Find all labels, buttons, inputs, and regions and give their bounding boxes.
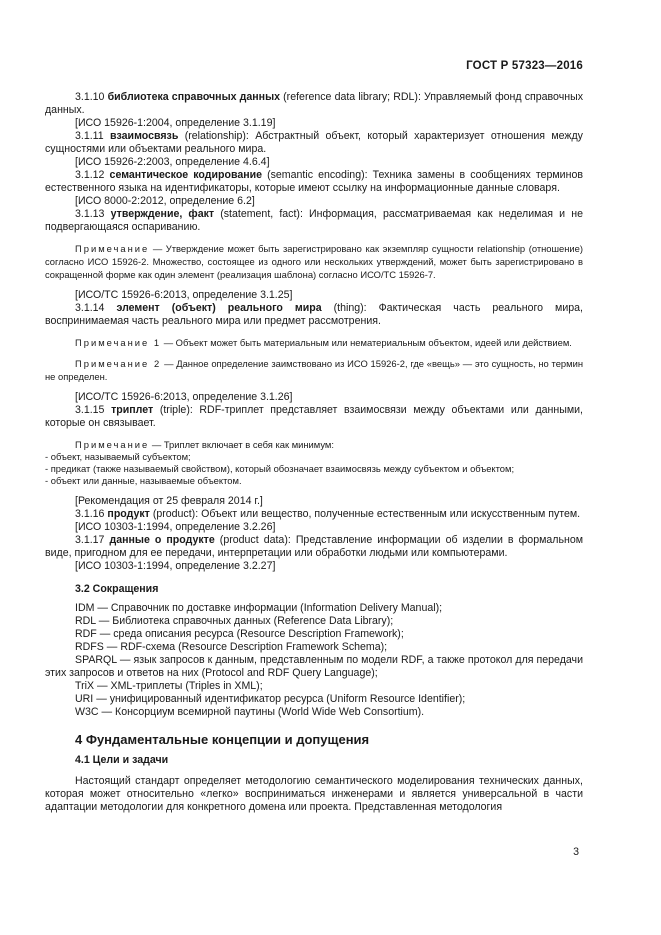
term: элемент (объект) реального мира	[116, 302, 322, 314]
note-3-1-14-2: Примечание 2 — Данное определение заимствовано из ИСО 15926-2, где «вещь» — это сущность, но термин не определен.	[45, 358, 583, 382]
source-ref: [ИСО 10303-1:1994, определение 3.2.26]	[75, 521, 276, 533]
definition-3-1-16: 3.1.16 продукт (product): Объект или вещество, полученные естественным или искусственным путем.	[75, 508, 581, 520]
definition-3-1-15: 3.1.15 триплет (triple): RDF-триплет представляет взаимосвязи между объектами или данными, которые он связывает.	[45, 404, 583, 429]
abbreviation-item: RDF — среда описания ресурса (Resource Description Framework);	[75, 628, 404, 640]
definition-3-1-14: 3.1.14 элемент (объект) реального мира (thing): Фактическая часть реального мира, воспринимаемая часть реального мира или предмет рассмотрения.	[45, 302, 583, 327]
section-heading-4: 4 Фундаментальные концепции и допущения	[75, 732, 370, 747]
note-3-1-15: Примечание — Триплет включает в себя как минимум:	[75, 439, 334, 450]
definition-3-1-13: 3.1.13 утверждение, факт (statement, fact): Информация, рассматриваемая как неделимая и не подвергающаяся оспариванию.	[45, 208, 583, 233]
source-ref: [ИСО 8000-2:2012, определение 6.2]	[75, 195, 255, 207]
term: семантическое кодирование	[109, 169, 263, 181]
abbreviation-item: URI — унифицированный идентификатор ресурса (Uniform Resource Identifier);	[75, 693, 466, 705]
note-label: Примечание	[75, 243, 150, 254]
definition-3-1-10: 3.1.10 библиотека справочных данных (reference data library; RDL): Управляемый фонд справочных данных.	[45, 91, 583, 116]
term: утверждение, факт	[110, 208, 215, 220]
note-3-1-13: Примечание — Утверждение может быть зарегистрировано как экземпляр сущности relationship (отношение) согласно ИСО 15926-2. Множество, состоящее из одного или нескольких утверждений, может быть зарегистрировано в сокращенной форме как один элемент (реализация шаблона) согласно ИСО/ТС 15926-7.	[45, 243, 583, 280]
term: библиотека справочных данных	[107, 91, 281, 103]
section-heading-3-2: 3.2 Сокращения	[75, 583, 159, 595]
abbreviation-item: W3C — Консорциум всемирной паутины (World Wide Web Consortium).	[75, 706, 425, 718]
list-item: - объект, называемый субъектом;	[45, 451, 191, 462]
body-paragraph: Настоящий стандарт определяет методологию семантического моделирования технических данных, которая может относительно «легко» восприниматься инженерами и является универсальной в части адаптации методологии для конкретного домена или проекта. Представленная методология	[45, 775, 583, 813]
page-number: 3	[573, 846, 579, 858]
abbreviation-item: TriX — XML-триплеты (Triples in XML);	[75, 680, 263, 692]
list-item: - предикат (также называемый свойством), который обозначает взаимосвязь между субъектом и объектом;	[45, 463, 515, 474]
definition-3-1-12: 3.1.12 семантическое кодирование (semantic encoding): Техника замены в сообщениях терминов естественного языка на идентификаторы, которые имеют ссылку на информационные данные словаря.	[45, 169, 583, 194]
source-ref: [ИСО 15926-1:2004, определение 3.1.19]	[75, 117, 276, 129]
source-ref: [ИСО 10303-1:1994, определение 3.2.27]	[75, 560, 276, 572]
definition-3-1-11: 3.1.11 взаимосвязь (relationship): Абстрактный объект, который характеризует отношения между сущностями или объектами реального мира.	[45, 130, 583, 155]
source-ref: [ИСО 15926-2:2003, определение 4.6.4]	[75, 156, 270, 168]
term: данные о продукте	[109, 534, 215, 546]
standard-id-header: ГОСТ Р 57323—2016	[466, 60, 583, 72]
note-list	[45, 451, 583, 487]
source-ref: [Рекомендация от 25 февраля 2014 г.]	[75, 495, 263, 507]
term: продукт	[107, 508, 150, 520]
note-label: Примечание 2	[75, 358, 162, 369]
section-heading-4-1: 4.1 Цели и задачи	[75, 754, 169, 766]
source-ref: [ИСО/ТС 15926-6:2013, определение 3.1.26]	[75, 391, 293, 403]
term: триплет	[111, 404, 154, 416]
page-content	[45, 91, 583, 814]
abbreviation-item: RDL — Библиотека справочных данных (Reference Data Library);	[75, 615, 394, 627]
source-ref: [ИСО/ТС 15926-6:2013, определение 3.1.25]	[75, 289, 293, 301]
abbreviation-item: IDM — Справочник по доставке информации (Information Delivery Manual);	[75, 602, 443, 614]
abbreviation-item: SPARQL — язык запросов к данным, представленным по модели RDF, а также протокол для передачи этих запросов и ответов на них (Protocol and RDF Query Language);	[45, 654, 583, 679]
abbreviation-item: RDFS — RDF-схема (Resource Description Framework Schema);	[75, 641, 388, 653]
definition-3-1-17: 3.1.17 данные о продукте (product data): Представление информации об изделии в формальном виде, пригодном для ее передачи, интерпретации или обработки людьми или компьютерами.	[45, 534, 583, 559]
term: взаимосвязь	[110, 130, 179, 142]
note-label: Примечание 1	[75, 337, 162, 348]
list-item: - объект или данные, называемые объектом.	[45, 475, 242, 486]
note-label: Примечание	[75, 439, 150, 450]
note-3-1-14-1: Примечание 1 — Объект может быть материальным или нематериальным объектом, идеей или действием.	[75, 337, 572, 348]
